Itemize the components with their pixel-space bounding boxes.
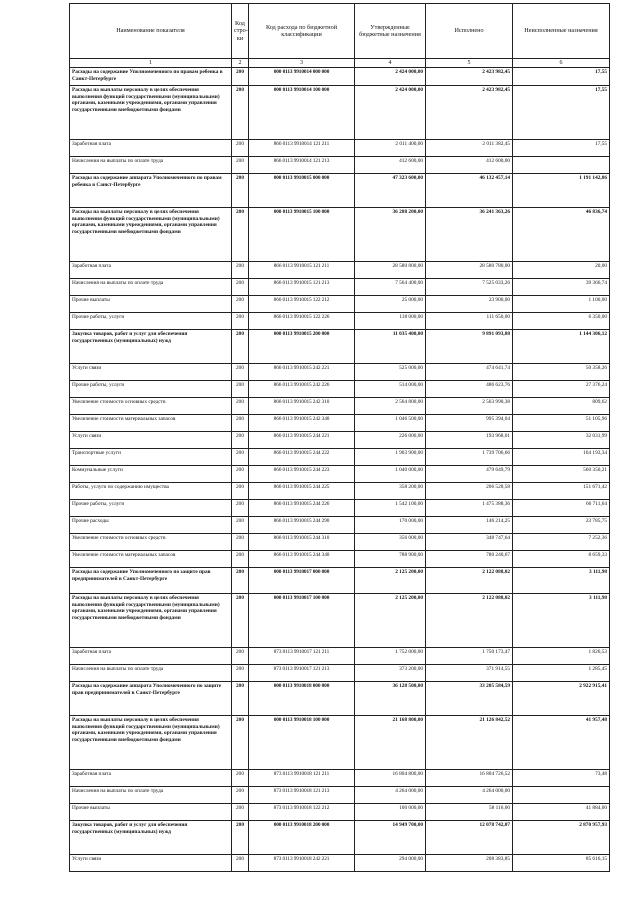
row-executed-amount: 46 132 457,14 — [426, 174, 513, 208]
row-executed-amount: 16 804 726,52 — [426, 770, 513, 787]
row-line-code: 200 — [232, 716, 249, 770]
row-budget-code: 866 0113 9910015 242 340 — [249, 415, 355, 432]
row-name: Заработная плата — [70, 648, 232, 665]
column-index: 6 — [513, 59, 610, 68]
row-name: Начисления на выплаты по оплате труда — [70, 279, 232, 296]
row-budget-code: 866 0113 9910015 244 310 — [249, 534, 355, 551]
row-approved-amount: 2 125 200,00 — [355, 594, 426, 648]
row-budget-code: 000 0113 9910014 100 000 — [249, 86, 355, 140]
row-unexecuted-amount: 41 957,48 — [513, 716, 610, 770]
row-budget-code: 873 0113 9910018 121 213 — [249, 787, 355, 804]
row-unexecuted-amount: 560 350,21 — [513, 466, 610, 483]
row-name: Прочие расходы — [70, 517, 232, 534]
row-approved-amount: 36 288 200,00 — [355, 208, 426, 262]
header-unexecuted: Неисполненные назначения — [513, 4, 610, 59]
row-approved-amount: 788 900,00 — [355, 551, 426, 568]
table-row — [70, 517, 610, 534]
row-executed-amount: 9 891 093,88 — [426, 330, 513, 364]
row-budget-code: 866 0113 9910015 244 340 — [249, 551, 355, 568]
budget-table — [69, 3, 610, 872]
table-row — [70, 398, 610, 415]
row-executed-amount: 486 623,76 — [426, 381, 513, 398]
row-line-code: 200 — [232, 262, 249, 279]
row-budget-code: 000 0113 9910015 100 000 — [249, 208, 355, 262]
row-unexecuted-amount: 151 671,42 — [513, 483, 610, 500]
row-line-code: 200 — [232, 483, 249, 500]
table-row — [70, 648, 610, 665]
row-executed-amount: 2 423 982,45 — [426, 86, 513, 140]
row-name: Прочие выплаты — [70, 804, 232, 821]
row-line-code: 200 — [232, 517, 249, 534]
row-budget-code: 866 0113 9910015 244 225 — [249, 483, 355, 500]
row-name: Увеличение стоимости основных средств — [70, 534, 232, 551]
row-unexecuted-amount: 6 350,00 — [513, 313, 610, 330]
row-name: Начисления на выплаты по оплате труда — [70, 665, 232, 682]
row-executed-amount: 36 241 363,26 — [426, 208, 513, 262]
column-index: 2 — [232, 59, 249, 68]
row-line-code: 200 — [232, 449, 249, 466]
row-name: Заработная плата — [70, 770, 232, 787]
row-budget-code: 873 0113 9910017 121 211 — [249, 648, 355, 665]
row-name: Расходы на содержание аппарата Уполномоченного по правам ребенка в Санкт-Петербурге — [70, 174, 232, 208]
column-index: 3 — [249, 59, 355, 68]
row-executed-amount: 33 205 584,59 — [426, 682, 513, 716]
row-name: Прочие работы, услуги — [70, 381, 232, 398]
row-executed-amount: 780 240,67 — [426, 551, 513, 568]
row-approved-amount: 294 000,00 — [355, 855, 426, 872]
row-approved-amount: 1 046 500,00 — [355, 415, 426, 432]
row-unexecuted-amount: 20,00 — [513, 262, 610, 279]
table-row — [70, 364, 610, 381]
row-name: Расходы на выплаты персоналу в целях обеспечения выполнения функций государственными (муниципальными) органами, казенными учреждениями, органами управления государственными внебюджетными фондами — [70, 594, 232, 648]
table-row — [70, 296, 610, 313]
row-executed-amount: 2 011 382,45 — [426, 140, 513, 157]
row-unexecuted-amount: 39 366,74 — [513, 279, 610, 296]
row-unexecuted-amount: 809,62 — [513, 398, 610, 415]
row-executed-amount: 1 475 388,36 — [426, 500, 513, 517]
row-unexecuted-amount: 46 836,74 — [513, 208, 610, 262]
row-unexecuted-amount: 1 100,00 — [513, 296, 610, 313]
row-approved-amount: 373 200,00 — [355, 665, 426, 682]
row-line-code: 200 — [232, 432, 249, 449]
row-name: Закупка товаров, работ и услуг для обеспечения государственных (муниципальных) нужд — [70, 821, 232, 855]
row-line-code: 200 — [232, 68, 249, 86]
row-name: Расходы на выплаты персоналу в целях обеспечения выполнения функций государственными (муниципальными) органами, казенными учреждениями, органами управления государственными внебюджетными фондами — [70, 716, 232, 770]
table-row — [70, 534, 610, 551]
row-budget-code: 866 0113 9910014 121 213 — [249, 157, 355, 174]
row-executed-amount: 412 600,00 — [426, 157, 513, 174]
row-line-code: 200 — [232, 855, 249, 872]
row-line-code: 200 — [232, 208, 249, 262]
row-name: Прочие выплаты — [70, 296, 232, 313]
row-line-code: 200 — [232, 682, 249, 716]
row-budget-code: 866 0113 9910015 242 226 — [249, 381, 355, 398]
row-name: Коммунальные услуги — [70, 466, 232, 483]
row-unexecuted-amount: 17,55 — [513, 86, 610, 140]
row-unexecuted-amount: 3 111,98 — [513, 568, 610, 594]
row-approved-amount: 11 035 400,00 — [355, 330, 426, 364]
row-budget-code: 000 0113 9910015 000 000 — [249, 174, 355, 208]
column-index: 1 — [70, 59, 232, 68]
row-budget-code: 866 0113 9910015 242 221 — [249, 364, 355, 381]
row-budget-code: 000 0113 9910015 200 000 — [249, 330, 355, 364]
row-budget-code: 000 0113 9910018 200 000 — [249, 821, 355, 855]
table-body — [70, 68, 610, 872]
table-row — [70, 381, 610, 398]
row-line-code: 200 — [232, 398, 249, 415]
row-unexecuted-amount: 3 111,98 — [513, 594, 610, 648]
row-line-code: 200 — [232, 140, 249, 157]
table-row — [70, 140, 610, 157]
row-approved-amount: 118 000,00 — [355, 313, 426, 330]
row-executed-amount: 58 116,00 — [426, 804, 513, 821]
row-name: Прочие работы, услуги — [70, 313, 232, 330]
table-row — [70, 594, 610, 648]
row-executed-amount: 479 649,79 — [426, 466, 513, 483]
row-budget-code: 873 0113 9910018 121 211 — [249, 770, 355, 787]
row-approved-amount: 2 424 000,00 — [355, 86, 426, 140]
row-approved-amount: 25 000,00 — [355, 296, 426, 313]
row-approved-amount: 2 564 800,00 — [355, 398, 426, 415]
table-row — [70, 449, 610, 466]
row-line-code: 200 — [232, 665, 249, 682]
row-line-code: 200 — [232, 364, 249, 381]
row-unexecuted-amount: 73,48 — [513, 770, 610, 787]
row-unexecuted-amount: 17,55 — [513, 140, 610, 157]
table-row — [70, 804, 610, 821]
row-line-code: 200 — [232, 770, 249, 787]
row-line-code: 200 — [232, 787, 249, 804]
table-row — [70, 770, 610, 787]
row-name: Увеличение стоимости основных средств — [70, 398, 232, 415]
row-unexecuted-amount: 8 659,33 — [513, 551, 610, 568]
row-name: Расходы на содержание Уполномоченного по защите прав предпринимателей в Санкт-Петербурге — [70, 568, 232, 594]
row-budget-code: 866 0113 9910015 244 222 — [249, 449, 355, 466]
row-unexecuted-amount: 27 376,24 — [513, 381, 610, 398]
row-approved-amount: 14 949 700,00 — [355, 821, 426, 855]
table-row — [70, 432, 610, 449]
row-line-code: 200 — [232, 313, 249, 330]
table-row — [70, 787, 610, 804]
table-row — [70, 415, 610, 432]
row-approved-amount: 1 752 000,00 — [355, 648, 426, 665]
row-line-code: 200 — [232, 466, 249, 483]
table-row — [70, 665, 610, 682]
row-approved-amount: 21 168 800,00 — [355, 716, 426, 770]
table-row — [70, 279, 610, 296]
row-executed-amount: 2 423 982,45 — [426, 68, 513, 86]
row-approved-amount: 1 542 100,00 — [355, 500, 426, 517]
row-executed-amount: 23 900,00 — [426, 296, 513, 313]
table-row — [70, 330, 610, 364]
row-name: Начисления на выплаты по оплате труда — [70, 787, 232, 804]
header-executed: Исполнено — [426, 4, 513, 59]
row-budget-code: 866 0113 9910014 121 211 — [249, 140, 355, 157]
row-name: Заработная плата — [70, 140, 232, 157]
row-line-code: 200 — [232, 296, 249, 313]
row-approved-amount: 1 040 000,00 — [355, 466, 426, 483]
row-unexecuted-amount — [513, 157, 610, 174]
table-row — [70, 568, 610, 594]
table-row — [70, 157, 610, 174]
row-unexecuted-amount: 2 870 957,93 — [513, 821, 610, 855]
row-approved-amount: 16 804 800,00 — [355, 770, 426, 787]
row-unexecuted-amount: 32 031,99 — [513, 432, 610, 449]
row-line-code: 200 — [232, 330, 249, 364]
row-unexecuted-amount: 1 144 306,12 — [513, 330, 610, 364]
header-line-code: Код стро-ки — [232, 4, 249, 59]
table-row — [70, 682, 610, 716]
row-unexecuted-amount: 1 285,45 — [513, 665, 610, 682]
row-name: Расходы на выплаты персоналу в целях обеспечения выполнения функций государственными (муниципальными) органами, казенными учреждениями, органами управления государственными внебюджетными фондами — [70, 86, 232, 140]
row-executed-amount: 4 264 000,00 — [426, 787, 513, 804]
row-budget-code: 866 0113 9910015 122 212 — [249, 296, 355, 313]
row-budget-code: 866 0113 9910015 122 226 — [249, 313, 355, 330]
row-name: Увеличение стоимости материальных запасов — [70, 415, 232, 432]
row-budget-code: 866 0113 9910015 244 290 — [249, 517, 355, 534]
row-budget-code: 866 0113 9910015 244 223 — [249, 466, 355, 483]
row-unexecuted-amount — [513, 787, 610, 804]
row-name: Заработная плата — [70, 262, 232, 279]
row-unexecuted-amount: 85 616,15 — [513, 855, 610, 872]
row-executed-amount: 348 747,64 — [426, 534, 513, 551]
table-row — [70, 716, 610, 770]
row-approved-amount: 1 903 900,00 — [355, 449, 426, 466]
row-budget-code: 873 0113 9910017 121 213 — [249, 665, 355, 682]
row-executed-amount: 146 214,25 — [426, 517, 513, 534]
row-name: Закупка товаров, работ и услуг для обеспечения государственных (муниципальных) нужд — [70, 330, 232, 364]
row-budget-code: 866 0113 9910015 244 221 — [249, 432, 355, 449]
row-unexecuted-amount: 164 193,34 — [513, 449, 610, 466]
row-line-code: 200 — [232, 594, 249, 648]
header-budget-code: Код расхода по бюджетной классификации — [249, 4, 355, 59]
row-executed-amount: 1 739 706,66 — [426, 449, 513, 466]
row-name: Транспортные услуги — [70, 449, 232, 466]
row-line-code: 200 — [232, 500, 249, 517]
row-approved-amount: 4 264 000,00 — [355, 787, 426, 804]
table-row — [70, 551, 610, 568]
row-unexecuted-amount: 66 711,64 — [513, 500, 610, 517]
row-name: Работы, услуги по содержанию имущества — [70, 483, 232, 500]
row-unexecuted-amount: 2 922 915,41 — [513, 682, 610, 716]
row-budget-code: 000 0113 9910014 000 000 — [249, 68, 355, 86]
row-executed-amount: 2 122 088,02 — [426, 594, 513, 648]
table-row — [70, 262, 610, 279]
row-budget-code: 000 0113 9910017 100 000 — [249, 594, 355, 648]
row-name: Услуги связи — [70, 432, 232, 449]
row-executed-amount: 111 650,00 — [426, 313, 513, 330]
row-executed-amount: 995 394,04 — [426, 415, 513, 432]
table-row — [70, 821, 610, 855]
row-line-code: 200 — [232, 568, 249, 594]
table-row — [70, 86, 610, 140]
table-row — [70, 68, 610, 86]
row-budget-code: 866 0113 9910015 121 213 — [249, 279, 355, 296]
header-name: Наименование показателя — [70, 4, 232, 59]
row-unexecuted-amount: 23 785,75 — [513, 517, 610, 534]
row-line-code: 200 — [232, 821, 249, 855]
row-approved-amount: 356 000,00 — [355, 534, 426, 551]
budget-execution-report — [69, 3, 609, 872]
row-budget-code: 873 0113 9910018 242 221 — [249, 855, 355, 872]
row-executed-amount: 21 126 842,52 — [426, 716, 513, 770]
row-unexecuted-amount: 50 358,26 — [513, 364, 610, 381]
row-executed-amount: 1 750 173,47 — [426, 648, 513, 665]
table-row — [70, 500, 610, 517]
row-line-code: 200 — [232, 804, 249, 821]
row-executed-amount: 208 383,85 — [426, 855, 513, 872]
row-approved-amount: 7 564 400,00 — [355, 279, 426, 296]
row-line-code: 200 — [232, 534, 249, 551]
row-executed-amount: 371 914,55 — [426, 665, 513, 682]
row-approved-amount: 226 000,00 — [355, 432, 426, 449]
row-line-code: 200 — [232, 174, 249, 208]
row-line-code: 200 — [232, 415, 249, 432]
table-row — [70, 208, 610, 262]
row-executed-amount: 12 078 742,07 — [426, 821, 513, 855]
row-line-code: 200 — [232, 381, 249, 398]
column-index-row — [70, 59, 610, 68]
row-approved-amount: 2 125 200,00 — [355, 568, 426, 594]
row-budget-code: 866 0113 9910015 121 211 — [249, 262, 355, 279]
table-header-row — [70, 4, 610, 59]
row-name: Услуги связи — [70, 364, 232, 381]
row-unexecuted-amount: 41 884,00 — [513, 804, 610, 821]
row-approved-amount: 514 000,00 — [355, 381, 426, 398]
row-name: Увеличение стоимости материальных запасов — [70, 551, 232, 568]
row-approved-amount: 36 128 500,00 — [355, 682, 426, 716]
row-name: Прочие работы, услуги — [70, 500, 232, 517]
row-name: Расходы на содержание аппарата Уполномоченного по защите прав предпринимателей в Санкт-Петербурге — [70, 682, 232, 716]
row-approved-amount: 525 000,00 — [355, 364, 426, 381]
row-executed-amount: 2 122 088,02 — [426, 568, 513, 594]
row-executed-amount: 206 528,58 — [426, 483, 513, 500]
table-row — [70, 466, 610, 483]
row-unexecuted-amount: 7 252,36 — [513, 534, 610, 551]
row-unexecuted-amount: 1 826,53 — [513, 648, 610, 665]
row-approved-amount: 2 011 400,00 — [355, 140, 426, 157]
row-unexecuted-amount: 1 191 142,86 — [513, 174, 610, 208]
row-line-code: 200 — [232, 86, 249, 140]
row-name: Начисления на выплаты по оплате труда — [70, 157, 232, 174]
row-budget-code: 866 0113 9910015 244 226 — [249, 500, 355, 517]
table-row — [70, 855, 610, 872]
row-approved-amount: 412 600,00 — [355, 157, 426, 174]
row-line-code: 200 — [232, 157, 249, 174]
row-executed-amount: 7 525 033,26 — [426, 279, 513, 296]
row-unexecuted-amount: 17,55 — [513, 68, 610, 86]
row-approved-amount: 170 000,00 — [355, 517, 426, 534]
column-index: 5 — [426, 59, 513, 68]
row-budget-code: 000 0113 9910017 000 000 — [249, 568, 355, 594]
row-approved-amount: 28 580 800,00 — [355, 262, 426, 279]
header-approved: Утвержденные бюджетные назначения — [355, 4, 426, 59]
row-name: Расходы на содержание Уполномоченного по правам ребенка в Санкт-Петербурге — [70, 68, 232, 86]
row-budget-code: 873 0113 9910018 122 212 — [249, 804, 355, 821]
row-approved-amount: 47 323 600,00 — [355, 174, 426, 208]
row-name: Расходы на выплаты персоналу в целях обеспечения выполнения функций государственными (муниципальными) органами, казенными учреждениями, органами управления государственными внебюджетными фондами — [70, 208, 232, 262]
row-executed-amount: 474 641,74 — [426, 364, 513, 381]
row-budget-code: 000 0113 9910018 000 000 — [249, 682, 355, 716]
table-row — [70, 174, 610, 208]
table-row — [70, 483, 610, 500]
row-budget-code: 866 0113 9910015 242 310 — [249, 398, 355, 415]
row-line-code: 200 — [232, 279, 249, 296]
row-line-code: 200 — [232, 551, 249, 568]
table-row — [70, 313, 610, 330]
row-line-code: 200 — [232, 648, 249, 665]
row-approved-amount: 358 200,00 — [355, 483, 426, 500]
column-index: 4 — [355, 59, 426, 68]
row-unexecuted-amount: 51 105,96 — [513, 415, 610, 432]
row-executed-amount: 28 580 780,00 — [426, 262, 513, 279]
row-approved-amount: 2 424 000,00 — [355, 68, 426, 86]
row-budget-code: 000 0113 9910018 100 000 — [249, 716, 355, 770]
row-executed-amount: 193 968,01 — [426, 432, 513, 449]
row-approved-amount: 100 000,00 — [355, 804, 426, 821]
row-name: Услуги связи — [70, 855, 232, 872]
row-executed-amount: 2 563 990,38 — [426, 398, 513, 415]
